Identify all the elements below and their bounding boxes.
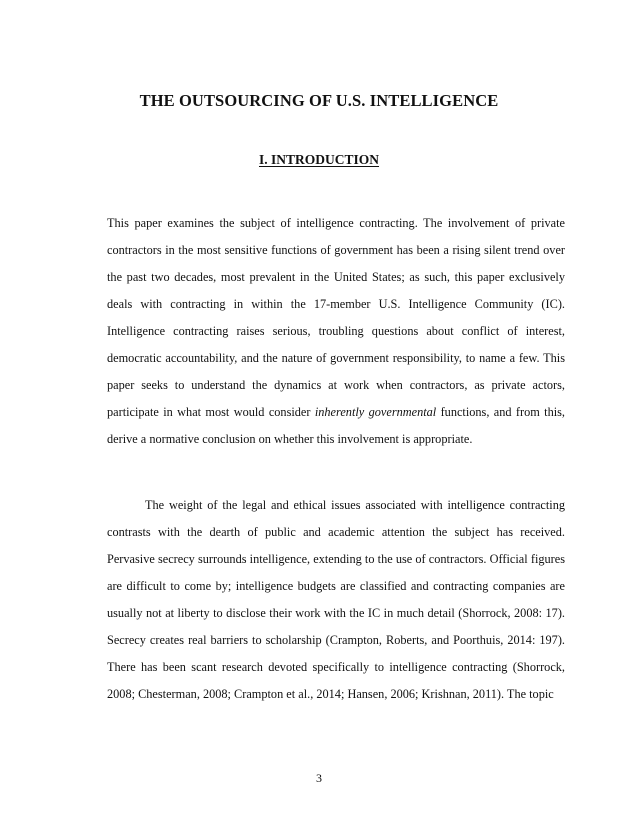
- paragraph-introduction-2: The weight of the legal and ethical issues associated with intelligence contracting contrasts with the dearth of public and academic attention the subject has received. Pervasive secrecy surrounds intelligence, extending to the use of contractors. Official figures are difficult to come by; intelligence budgets are classified and contracting companies are usually not at liberty to disclose their work with the IC in much detail (Shorrock, 2008: 17). Secrecy creates real barriers to scholarship (Crampton, Roberts, and Poorthuis, 2014: 197). There has been scant research devoted specifically to intelligence contracting (Shorrock, 2008; Chesterman, 2008; Crampton et al., 2014; Hansen, 2006; Krishnan, 2011). The topic: [107, 498, 565, 701]
- document-title: THE OUTSOURCING OF U.S. INTELLIGENCE: [139, 91, 499, 110]
- section-heading: I. INTRODUCTION: [258, 152, 380, 167]
- italic-phrase: inherently governmental: [314, 405, 437, 419]
- paragraph-introduction-1: [107, 210, 565, 453]
- paragraph-text: This paper examines the subject of intelligence contracting. The involvement of private contractors in the most sensitive functions of government has been a rising silent trend over the past two decades, most prevalent in the United States; as such, this paper exclusively deals with contracting in within the 17-member U.S. Intelligence Community (IC). Intelligence contracting raises serious, troubling questions about conflict of interest, democratic accountability, and the nature of government responsibility, to name a few. This paper seeks to understand the dynamics at work when contractors, as private actors, participate in what most would consider: [107, 216, 565, 419]
- paragraph-text: functions, and from this, derive a normative conclusion on whether this involvement is appropriate.: [107, 405, 565, 446]
- page-number: 3: [316, 771, 322, 785]
